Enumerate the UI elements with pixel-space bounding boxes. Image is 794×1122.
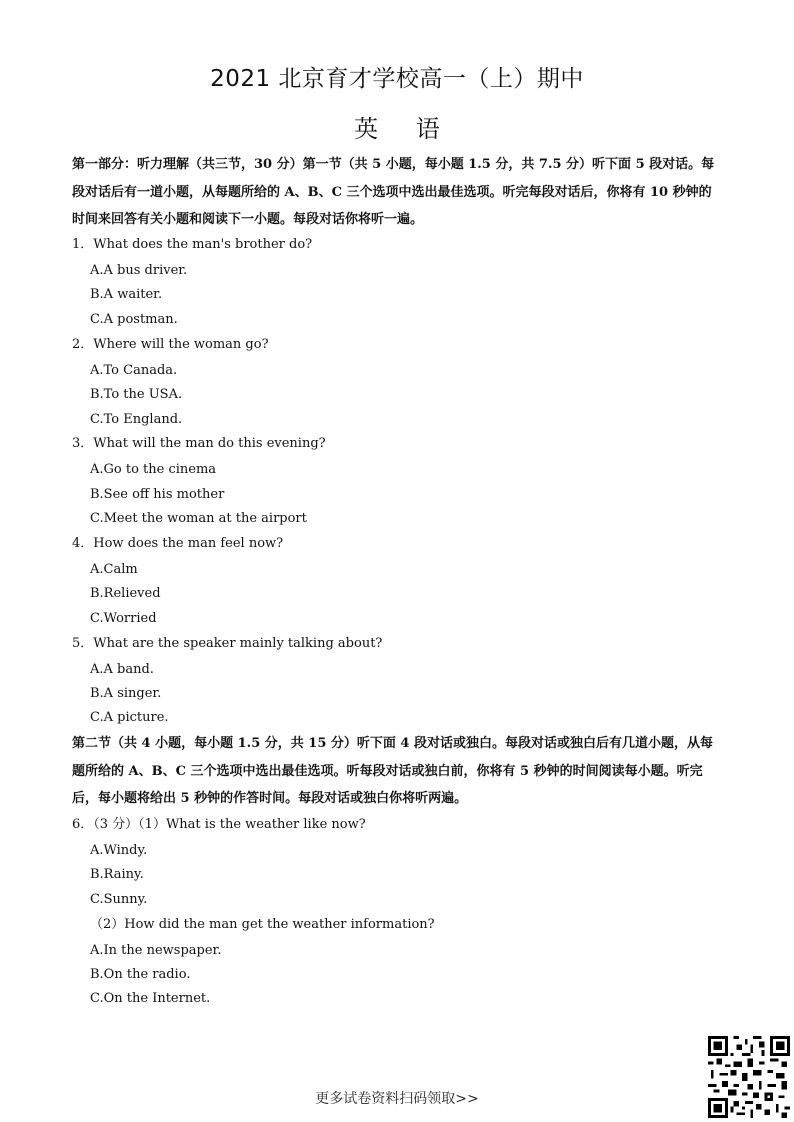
question-4-option-c: C.Worried [90, 611, 157, 626]
question-1-option-c: C.A postman. [90, 312, 178, 327]
subject-heading: 英 语 [354, 115, 440, 143]
question-6-2-option-b: B.On the radio. [90, 967, 191, 982]
question-2-option-b: B.To the USA. [90, 387, 183, 402]
question-1-stem: 1．What does the man's brother do? [72, 237, 313, 252]
qr-code-icon[interactable] [708, 1036, 790, 1118]
footer-link[interactable]: 更多试卷资料扫码领取>> [315, 1091, 479, 1107]
question-4-option-a: A.Calm [90, 562, 138, 577]
question-6-2-stem: （2）How did the man get the weather information? [90, 917, 435, 932]
question-5-option-a: A.A band. [90, 662, 154, 677]
question-6-1-option-a: A.Windy. [90, 843, 148, 858]
question-6-1-option-b: B.Rainy. [90, 867, 144, 882]
question-3-option-b: B.See off his mother [90, 487, 225, 502]
question-6-1-option-c: C.Sunny. [90, 892, 148, 907]
question-6-2-option-c: C.On the Internet. [90, 991, 211, 1006]
question-2-option-c: C.To England. [90, 412, 183, 427]
part2-instructions: 第二节（共 4 小题，每小题 1.5 分，共 15 分）听下面 4 段对话或独白。每段对话或独白后有几道小题，从每题所给的 A、B、C 三个选项中选出最佳选项。听每段对话或独白前，你将有 5 秒钟的时间阅读每小题。听完后，每小题将给出 5 秒钟的作答时间。每段对话或独白你将听两遍。 [72, 736, 714, 806]
question-2-stem: 2．Where will the woman go? [72, 337, 269, 352]
question-5-stem: 5．What are the speaker mainly talking about? [72, 636, 383, 651]
part1-instructions: 第一部分：听力理解（共三节，30 分）第一节（共 5 小题，每小题 1.5 分，共 7.5 分）听下面 5 段对话。每段对话后有一道小题，从每题所给的 A、B、C 三个选项中选出最佳选项。听完每段对话后，你将有 10 秒钟的时间来回答有关小题和阅读下一小题。每段对话你将听一遍。 [72, 157, 715, 227]
question-5-option-c: C.A picture. [90, 710, 169, 725]
question-1-option-a: A.A bus driver. [90, 263, 188, 278]
question-3-stem: 3．What will the man do this evening? [72, 436, 326, 451]
page-title: 2021 北京育才学校高一（上）期中 [210, 66, 584, 92]
question-4-option-b: B.Relieved [90, 586, 161, 601]
question-5-option-b: B.A singer. [90, 686, 162, 701]
question-6-2-option-a: A.In the newspaper. [90, 943, 222, 958]
question-6-stem: 6．（3 分）（1）What is the weather like now? [72, 817, 366, 832]
question-2-option-a: A.To Canada. [90, 363, 178, 378]
question-3-option-c: C.Meet the woman at the airport [90, 511, 307, 526]
question-4-stem: 4．How does the man feel now? [72, 536, 284, 551]
question-1-option-b: B.A waiter. [90, 287, 163, 302]
question-3-option-a: A.Go to the cinema [90, 462, 217, 477]
